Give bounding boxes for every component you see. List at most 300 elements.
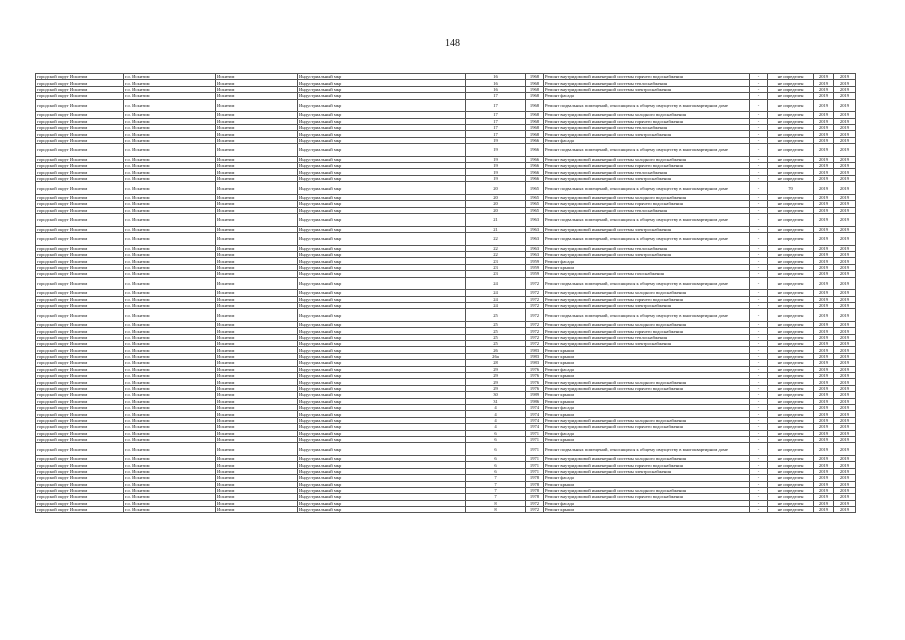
locality-cell: Искитим — [216, 455, 298, 461]
dash-cell: - — [750, 99, 768, 112]
municipality-cell: г.о. Искитим — [124, 392, 216, 398]
district-cell: городской округ Искитим — [36, 321, 124, 327]
dash-cell: - — [750, 366, 768, 372]
build-year-cell: 1971 — [526, 436, 544, 442]
locality-cell: Искитим — [216, 252, 298, 258]
cost-cell: не определен — [768, 156, 814, 162]
build-year-cell: 1968 — [526, 118, 544, 124]
house-number-cell: 4 — [466, 424, 526, 430]
build-year-cell: 1971 — [526, 468, 544, 474]
locality-cell: Искитим — [216, 507, 298, 513]
locality-cell: Искитим — [216, 353, 298, 359]
locality-cell: Искитим — [216, 392, 298, 398]
locality-cell: Искитим — [216, 175, 298, 181]
dash-cell: - — [750, 494, 768, 500]
street-cell: Индустриальный мкр — [298, 131, 466, 137]
cost-cell: не определен — [768, 475, 814, 481]
cost-cell: не определен — [768, 144, 814, 157]
house-number-cell: 4 — [466, 417, 526, 423]
house-number-cell: 29 — [466, 379, 526, 385]
locality-cell: Искитим — [216, 118, 298, 124]
dash-cell: - — [750, 252, 768, 258]
street-cell: Индустриальный мкр — [298, 392, 466, 398]
municipality-cell: г.о. Искитим — [124, 341, 216, 347]
cost-cell: не определен — [768, 328, 814, 334]
start-year-cell: 2019 — [814, 201, 834, 207]
end-year-cell: 2019 — [834, 194, 856, 200]
street-cell: Индустриальный мкр — [298, 245, 466, 251]
work-type-cell: Ремонт крыши — [544, 436, 750, 442]
locality-cell: Искитим — [216, 290, 298, 296]
locality-cell: Искитим — [216, 475, 298, 481]
dash-cell: - — [750, 468, 768, 474]
build-year-cell: 1963 — [526, 226, 544, 232]
cost-cell: не определен — [768, 353, 814, 359]
district-cell: городской округ Искитим — [36, 385, 124, 391]
work-type-cell: Ремонт внутридомовой инженерной системы горячего водоснабжения — [544, 201, 750, 207]
table-row — [36, 233, 856, 246]
district-cell: городской округ Искитим — [36, 156, 124, 162]
municipality-cell: г.о. Искитим — [124, 201, 216, 207]
dash-cell: - — [750, 379, 768, 385]
cost-cell: не определен — [768, 436, 814, 442]
end-year-cell: 2019 — [834, 328, 856, 334]
street-cell: Индустриальный мкр — [298, 201, 466, 207]
dash-cell: - — [750, 124, 768, 130]
cost-cell: не определен — [768, 360, 814, 366]
end-year-cell: 2019 — [834, 144, 856, 157]
municipality-cell: г.о. Искитим — [124, 290, 216, 296]
dash-cell: - — [750, 353, 768, 359]
work-type-cell: Ремонт крыши — [544, 347, 750, 353]
street-cell: Индустриальный мкр — [298, 86, 466, 92]
build-year-cell: 1978 — [526, 487, 544, 493]
dash-cell: - — [750, 487, 768, 493]
build-year-cell: 1972 — [526, 296, 544, 302]
street-cell: Индустриальный мкр — [298, 373, 466, 379]
start-year-cell: 2019 — [814, 328, 834, 334]
start-year-cell: 2019 — [814, 144, 834, 157]
start-year-cell: 2019 — [814, 296, 834, 302]
house-number-cell: 17 — [466, 99, 526, 112]
table-row — [36, 99, 856, 112]
dash-cell: - — [750, 398, 768, 404]
house-number-cell: 17 — [466, 131, 526, 137]
start-year-cell: 2019 — [814, 366, 834, 372]
end-year-cell: 2019 — [834, 417, 856, 423]
end-year-cell: 2019 — [834, 462, 856, 468]
dash-cell: - — [750, 341, 768, 347]
district-cell: городской округ Искитим — [36, 481, 124, 487]
municipality-cell: г.о. Искитим — [124, 424, 216, 430]
house-number-cell: 17 — [466, 124, 526, 130]
house-number-cell: 19 — [466, 163, 526, 169]
locality-cell: Искитим — [216, 156, 298, 162]
work-type-cell: Ремонт фасада — [544, 366, 750, 372]
dash-cell: - — [750, 417, 768, 423]
house-number-cell: 6 — [466, 468, 526, 474]
municipality-cell: г.о. Искитим — [124, 175, 216, 181]
district-cell: городской округ Искитим — [36, 290, 124, 296]
start-year-cell: 2019 — [814, 86, 834, 92]
end-year-cell: 2019 — [834, 112, 856, 118]
district-cell: городской округ Искитим — [36, 443, 124, 456]
district-cell: городской округ Искитим — [36, 455, 124, 461]
work-type-cell: Ремонт крыши — [544, 507, 750, 513]
build-year-cell: 1965 — [526, 182, 544, 195]
cost-cell: не определен — [768, 405, 814, 411]
dash-cell: - — [750, 118, 768, 124]
street-cell: Индустриальный мкр — [298, 379, 466, 385]
end-year-cell: 2019 — [834, 214, 856, 227]
district-cell: городской округ Искитим — [36, 182, 124, 195]
house-number-cell: 25 — [466, 321, 526, 327]
end-year-cell: 2019 — [834, 277, 856, 290]
municipality-cell: г.о. Искитим — [124, 468, 216, 474]
dash-cell: - — [750, 194, 768, 200]
locality-cell: Искитим — [216, 137, 298, 143]
house-number-cell: 26 — [466, 347, 526, 353]
municipality-cell: г.о. Искитим — [124, 214, 216, 227]
end-year-cell: 2019 — [834, 373, 856, 379]
build-year-cell: 1983 — [526, 353, 544, 359]
district-cell: городской округ Искитим — [36, 99, 124, 112]
build-year-cell: 1986 — [526, 398, 544, 404]
work-type-cell: Ремонт фасада — [544, 258, 750, 264]
work-type-cell: Ремонт внутридомовой инженерной системы электроснабжения — [544, 252, 750, 258]
build-year-cell: 1965 — [526, 194, 544, 200]
build-year-cell: 1966 — [526, 163, 544, 169]
district-cell: городской округ Искитим — [36, 424, 124, 430]
district-cell: городской округ Искитим — [36, 302, 124, 308]
build-year-cell: 1959 — [526, 271, 544, 277]
house-number-cell: 6 — [466, 430, 526, 436]
work-type-cell: Ремонт внутридомовой инженерной системы холодного водоснабжения — [544, 156, 750, 162]
street-cell: Индустриальный мкр — [298, 366, 466, 372]
house-number-cell: 23 — [466, 264, 526, 270]
dash-cell: - — [750, 328, 768, 334]
end-year-cell: 2019 — [834, 271, 856, 277]
start-year-cell: 2019 — [814, 99, 834, 112]
end-year-cell: 2019 — [834, 309, 856, 322]
house-number-cell: 21 — [466, 214, 526, 227]
page-number: 148 — [445, 38, 460, 49]
municipality-cell: г.о. Искитим — [124, 86, 216, 92]
work-type-cell: Ремонт крыши — [544, 411, 750, 417]
end-year-cell: 2019 — [834, 201, 856, 207]
locality-cell: Искитим — [216, 296, 298, 302]
street-cell: Индустриальный мкр — [298, 80, 466, 86]
district-cell: городской округ Искитим — [36, 347, 124, 353]
start-year-cell: 2019 — [814, 405, 834, 411]
dash-cell: - — [750, 80, 768, 86]
district-cell: городской округ Искитим — [36, 417, 124, 423]
work-type-cell: Ремонт фасада — [544, 137, 750, 143]
house-number-cell: 25 — [466, 328, 526, 334]
start-year-cell: 2019 — [814, 252, 834, 258]
house-number-cell: 25 — [466, 334, 526, 340]
street-cell: Индустриальный мкр — [298, 468, 466, 474]
municipality-cell: г.о. Искитим — [124, 124, 216, 130]
end-year-cell: 2019 — [834, 411, 856, 417]
end-year-cell: 2019 — [834, 264, 856, 270]
house-number-cell: 6 — [466, 455, 526, 461]
work-type-cell: Ремонт внутридомовой инженерной системы холодного водоснабжения — [544, 290, 750, 296]
house-number-cell: 31 — [466, 398, 526, 404]
cost-cell: не определен — [768, 500, 814, 506]
start-year-cell: 2019 — [814, 163, 834, 169]
district-cell: городской округ Искитим — [36, 112, 124, 118]
work-type-cell: Ремонт внутридомовой инженерной системы теплоснабжения — [544, 245, 750, 251]
dash-cell: - — [750, 93, 768, 99]
district-cell: городской округ Искитим — [36, 258, 124, 264]
table-body — [36, 74, 856, 513]
municipality-cell: г.о. Искитим — [124, 328, 216, 334]
cost-cell: не определен — [768, 366, 814, 372]
municipality-cell: г.о. Искитим — [124, 296, 216, 302]
street-cell: Индустриальный мкр — [298, 347, 466, 353]
cost-cell: не определен — [768, 131, 814, 137]
house-number-cell: 17 — [466, 93, 526, 99]
build-year-cell: 1976 — [526, 385, 544, 391]
start-year-cell: 2019 — [814, 309, 834, 322]
start-year-cell: 2019 — [814, 424, 834, 430]
build-year-cell: 1966 — [526, 175, 544, 181]
locality-cell: Искитим — [216, 207, 298, 213]
district-cell: городской округ Искитим — [36, 468, 124, 474]
work-type-cell: Ремонт внутридомовой инженерной системы электроснабжения — [544, 86, 750, 92]
cost-cell: не определен — [768, 321, 814, 327]
end-year-cell: 2019 — [834, 207, 856, 213]
table-row — [36, 182, 856, 195]
start-year-cell: 2019 — [814, 430, 834, 436]
house-number-cell: 7 — [466, 481, 526, 487]
locality-cell: Искитим — [216, 347, 298, 353]
house-number-cell: 7 — [466, 494, 526, 500]
district-cell: городской округ Искитим — [36, 118, 124, 124]
locality-cell: Искитим — [216, 430, 298, 436]
build-year-cell: 1972 — [526, 321, 544, 327]
build-year-cell: 1972 — [526, 328, 544, 334]
start-year-cell: 2019 — [814, 481, 834, 487]
end-year-cell: 2019 — [834, 296, 856, 302]
cost-cell: не определен — [768, 93, 814, 99]
start-year-cell: 2019 — [814, 175, 834, 181]
house-number-cell: 25 — [466, 341, 526, 347]
district-cell: городской округ Искитим — [36, 411, 124, 417]
locality-cell: Искитим — [216, 398, 298, 404]
house-number-cell: 20 — [466, 182, 526, 195]
house-number-cell: 8 — [466, 507, 526, 513]
municipality-cell: г.о. Искитим — [124, 500, 216, 506]
street-cell: Индустриальный мкр — [298, 175, 466, 181]
street-cell: Индустриальный мкр — [298, 137, 466, 143]
municipality-cell: г.о. Искитим — [124, 226, 216, 232]
locality-cell: Искитим — [216, 226, 298, 232]
start-year-cell: 2019 — [814, 462, 834, 468]
work-type-cell: Ремонт подвальных помещений, относящихся к общему имуществу в многоквартирном доме — [544, 233, 750, 246]
district-cell: городской округ Искитим — [36, 175, 124, 181]
house-number-cell: 19 — [466, 169, 526, 175]
house-number-cell: 8 — [466, 500, 526, 506]
cost-cell: не определен — [768, 430, 814, 436]
end-year-cell: 2019 — [834, 245, 856, 251]
cost-cell: не определен — [768, 309, 814, 322]
district-cell: городской округ Искитим — [36, 264, 124, 270]
dash-cell: - — [750, 163, 768, 169]
locality-cell: Искитим — [216, 93, 298, 99]
district-cell: городской округ Искитим — [36, 226, 124, 232]
start-year-cell: 2019 — [814, 169, 834, 175]
locality-cell: Искитим — [216, 144, 298, 157]
cost-cell: не определен — [768, 252, 814, 258]
house-number-cell: 4 — [466, 411, 526, 417]
work-type-cell: Ремонт внутридомовой инженерной системы теплоснабжения — [544, 124, 750, 130]
house-number-cell: 19 — [466, 156, 526, 162]
municipality-cell: г.о. Искитим — [124, 353, 216, 359]
street-cell: Индустриальный мкр — [298, 169, 466, 175]
start-year-cell: 2019 — [814, 156, 834, 162]
dash-cell: - — [750, 430, 768, 436]
dash-cell: - — [750, 112, 768, 118]
municipality-cell: г.о. Искитим — [124, 405, 216, 411]
build-year-cell: 1971 — [526, 430, 544, 436]
street-cell: Индустриальный мкр — [298, 74, 466, 80]
locality-cell: Искитим — [216, 309, 298, 322]
house-number-cell: 23 — [466, 271, 526, 277]
start-year-cell: 2019 — [814, 264, 834, 270]
street-cell: Индустриальный мкр — [298, 207, 466, 213]
street-cell: Индустриальный мкр — [298, 277, 466, 290]
street-cell: Индустриальный мкр — [298, 487, 466, 493]
district-cell: городской округ Искитим — [36, 334, 124, 340]
start-year-cell: 2019 — [814, 455, 834, 461]
dash-cell: - — [750, 296, 768, 302]
municipality-cell: г.о. Искитим — [124, 169, 216, 175]
district-cell: городской округ Искитим — [36, 137, 124, 143]
end-year-cell: 2019 — [834, 74, 856, 80]
street-cell: Индустриальный мкр — [298, 341, 466, 347]
start-year-cell: 2019 — [814, 214, 834, 227]
cost-cell: не определен — [768, 302, 814, 308]
start-year-cell: 2019 — [814, 277, 834, 290]
build-year-cell: 1968 — [526, 80, 544, 86]
street-cell: Индустриальный мкр — [298, 443, 466, 456]
cost-cell: не определен — [768, 175, 814, 181]
district-cell: городской округ Искитим — [36, 373, 124, 379]
build-year-cell: 1978 — [526, 494, 544, 500]
district-cell: городской округ Искитим — [36, 169, 124, 175]
municipality-cell: г.о. Искитим — [124, 252, 216, 258]
start-year-cell: 2019 — [814, 207, 834, 213]
start-year-cell: 2019 — [814, 182, 834, 195]
municipality-cell: г.о. Искитим — [124, 347, 216, 353]
dash-cell: - — [750, 137, 768, 143]
municipality-cell: г.о. Искитим — [124, 144, 216, 157]
dash-cell: - — [750, 424, 768, 430]
build-year-cell: 1983 — [526, 360, 544, 366]
house-number-cell: 19 — [466, 175, 526, 181]
municipality-cell: г.о. Искитим — [124, 93, 216, 99]
municipality-cell: г.о. Искитим — [124, 507, 216, 513]
dash-cell: - — [750, 360, 768, 366]
locality-cell: Искитим — [216, 245, 298, 251]
street-cell: Индустриальный мкр — [298, 271, 466, 277]
district-cell: городской округ Искитим — [36, 462, 124, 468]
dash-cell: - — [750, 74, 768, 80]
house-number-cell: 26а — [466, 353, 526, 359]
cost-cell: не определен — [768, 233, 814, 246]
start-year-cell: 2019 — [814, 80, 834, 86]
district-cell: городской округ Искитим — [36, 245, 124, 251]
end-year-cell: 2019 — [834, 430, 856, 436]
end-year-cell: 2019 — [834, 233, 856, 246]
locality-cell: Искитим — [216, 99, 298, 112]
dash-cell: - — [750, 500, 768, 506]
street-cell: Индустриальный мкр — [298, 424, 466, 430]
municipality-cell: г.о. Искитим — [124, 487, 216, 493]
locality-cell: Искитим — [216, 417, 298, 423]
cost-cell: не определен — [768, 487, 814, 493]
work-type-cell: Ремонт внутридомовой инженерной системы горячего водоснабжения — [544, 494, 750, 500]
dash-cell: - — [750, 264, 768, 270]
cost-cell: не определен — [768, 137, 814, 143]
municipality-cell: г.о. Искитим — [124, 245, 216, 251]
start-year-cell: 2019 — [814, 271, 834, 277]
end-year-cell: 2019 — [834, 334, 856, 340]
dash-cell: - — [750, 462, 768, 468]
cost-cell: не определен — [768, 411, 814, 417]
work-type-cell: Ремонт внутридомовой инженерной системы горячего водоснабжения — [544, 163, 750, 169]
build-year-cell: 1971 — [526, 455, 544, 461]
locality-cell: Искитим — [216, 277, 298, 290]
house-number-cell: 7 — [466, 475, 526, 481]
street-cell: Индустриальный мкр — [298, 360, 466, 366]
table-row — [36, 309, 856, 322]
cost-cell: не определен — [768, 398, 814, 404]
street-cell: Индустриальный мкр — [298, 302, 466, 308]
end-year-cell: 2019 — [834, 302, 856, 308]
start-year-cell: 2019 — [814, 334, 834, 340]
district-cell: городской округ Искитим — [36, 398, 124, 404]
table-row — [36, 507, 856, 513]
house-number-cell: 16 — [466, 80, 526, 86]
build-year-cell: 1968 — [526, 99, 544, 112]
build-year-cell: 1972 — [526, 290, 544, 296]
municipality-cell: г.о. Искитим — [124, 411, 216, 417]
house-number-cell: 19 — [466, 144, 526, 157]
municipality-cell: г.о. Искитим — [124, 156, 216, 162]
build-year-cell: 1965 — [526, 201, 544, 207]
build-year-cell: 1966 — [526, 144, 544, 157]
work-type-cell: Ремонт внутридомовой инженерной системы электроснабжения — [544, 302, 750, 308]
district-cell: городской округ Искитим — [36, 430, 124, 436]
table-row — [36, 277, 856, 290]
build-year-cell: 1968 — [526, 112, 544, 118]
district-cell: городской округ Искитим — [36, 475, 124, 481]
end-year-cell: 2019 — [834, 366, 856, 372]
street-cell: Индустриальный мкр — [298, 334, 466, 340]
end-year-cell: 2019 — [834, 385, 856, 391]
district-cell: городской округ Искитим — [36, 353, 124, 359]
build-year-cell: 1959 — [526, 258, 544, 264]
district-cell: городской округ Искитим — [36, 392, 124, 398]
house-number-cell: 17 — [466, 112, 526, 118]
municipality-cell: г.о. Искитим — [124, 271, 216, 277]
end-year-cell: 2019 — [834, 500, 856, 506]
municipality-cell: г.о. Искитим — [124, 74, 216, 80]
table-row — [36, 214, 856, 227]
